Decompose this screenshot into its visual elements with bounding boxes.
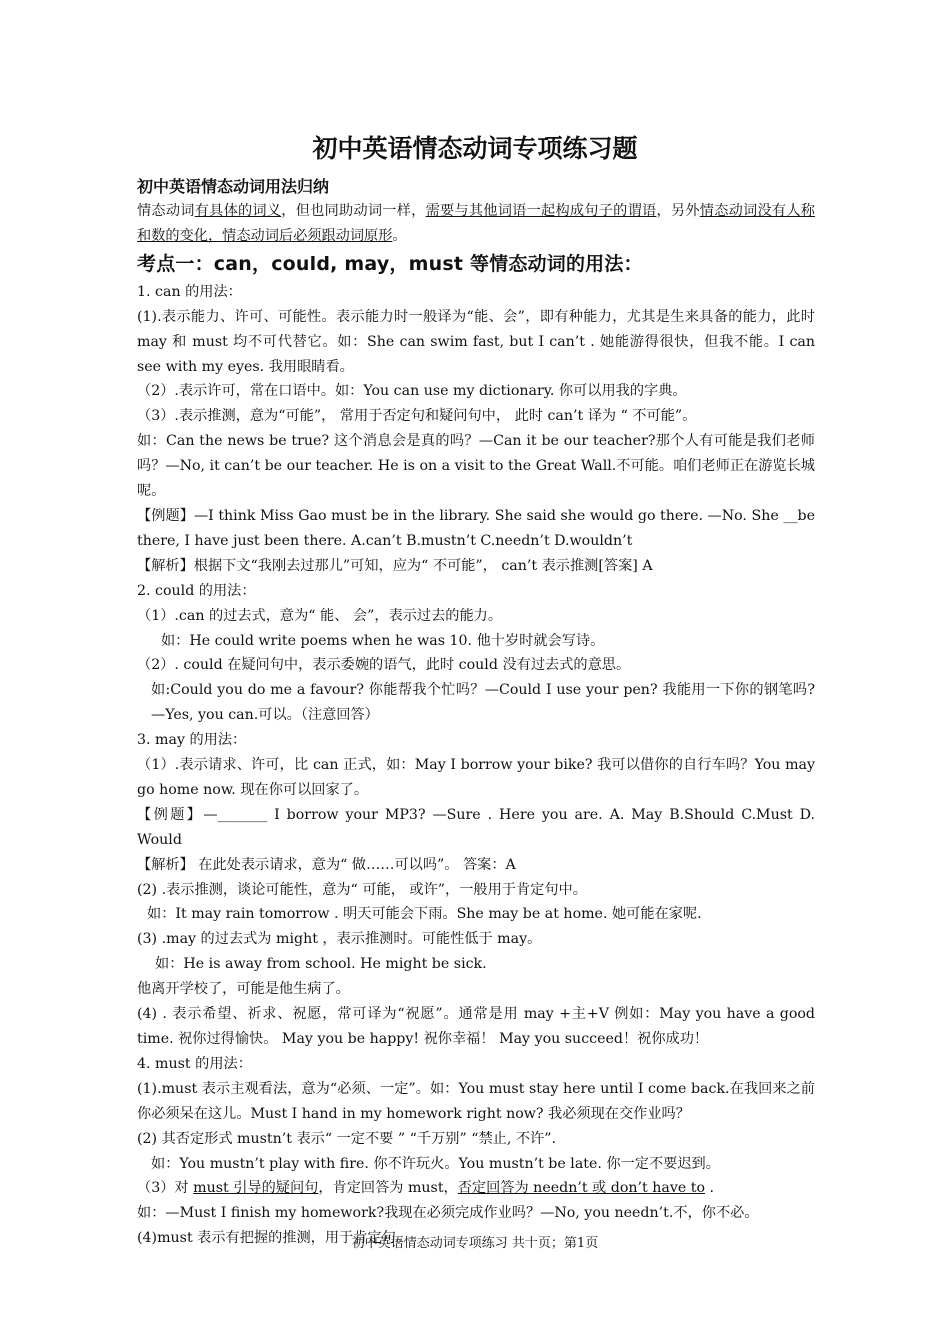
section-heading: 考点一：can，could, may，must 等情态动词的用法： (137, 252, 643, 275)
may-usage-1: （1）.表示请求、许可，比 can 正式，如：May I borrow your bike? 我可以借你的自行车吗？You may go home now. 现在你可以回家了。 (137, 757, 815, 798)
must-usage-2: (2) 其否定形式 mustn’t 表示“ 一定不要 ” “千万别” “禁止, 不许”. (137, 1130, 557, 1147)
can-heading: 1. can 的用法： (137, 283, 242, 300)
could-usage-2: （2）. could 在疑问句中，表示委婉的语气，此时 could 没有过去式的意思。 (137, 657, 631, 674)
can-usage-3: （3）.表示推测，意为“可能”， 常用于否定句和疑问句中， 此时 can’t 译为 “ 不可能”。 (137, 408, 697, 425)
document-body (137, 199, 815, 1251)
must-usage-3 (137, 1176, 815, 1201)
may-heading: 3. may 的用法： (137, 732, 247, 749)
intro-underlined-text: 情态动词没有人称和数的变化，情态动词后必须跟动词原形 (137, 203, 815, 244)
must-heading: 4. must 的用法： (137, 1055, 252, 1072)
may-example-question: 【例题】—_______ I borrow your MP3? —Sure . Here you are. A. May B.Should C.Must D. Would (137, 806, 815, 848)
may-example-2: 如：It may rain tomorrow . 明天可能会下雨。She may be at home. 她可能在家呢. (147, 906, 702, 923)
may-example-analysis: 【解析】 在此处表示请求，意为“ 做……可以吗”。 答案：A (137, 856, 516, 873)
can-usage-examples: 如：Can the news be true? 这个消息会是真的吗？—Can it be our teacher?那个人有可能是我们老师吗？—No, it can’t be our teacher. He is on a visit to the Great Wall.不可能。咱们老师正在游览长城呢。 (137, 433, 815, 500)
intro-text: ，但也同助动词一样， (281, 203, 426, 219)
can-example-analysis: 【解析】根据下文“我刚去过那儿”可知，应为“ 不可能”， can’t 表示推测[答案] A (137, 557, 653, 574)
must-usage-3-text: （3）对 (137, 1180, 194, 1197)
must-usage-3-underlined: 否定回答为 needn’t 或 don’t have to (457, 1180, 705, 1197)
can-example-question: 【例题】—I think Miss Gao must be in the library. She said she would go there. —No. She __be there, I have just been there. A.can’t B.mustn’t C.needn’t D.wouldn’t (137, 507, 815, 549)
may-example-3: 如：He is away from school. He might be sick. (155, 956, 487, 973)
may-usage-2: (2) .表示推测，谈论可能性，意为“ 可能， 或许”，一般用于肯定句中。 (137, 881, 587, 898)
must-example-2: 如：You mustn’t play with fire. 你不许玩火。You mustn’t be late. 你一定不要迟到。 (151, 1155, 720, 1172)
intro-text: 。 (392, 227, 407, 244)
page-title: 初中英语情态动词专项练习题 (312, 134, 638, 163)
may-usage-4: (4) . 表示希望、祈求、祝愿，常可译为“祝愿”。通常是用 may +主+V 例如：May you have a good time. 祝你过得愉快。 May you be happy! 祝你幸福！ May you succeed！祝你成功！ (137, 1006, 815, 1047)
intro-underlined-text: 需要与其他词语一起构成句子的谓语 (425, 203, 657, 219)
may-example-3-translation: 他离开学校了，可能是他生病了。 (137, 981, 350, 998)
could-example-2: 如:Could you do me a favour? 你能帮我个忙吗？—Could I use your pen? 我能用一下你的钢笔吗? —Yes, you can.可以。（注意回答） (151, 682, 815, 724)
may-usage-3: (3) .may 的过去式为 might ，表示推测时。可能性低于 may。 (137, 931, 542, 948)
page-footer: 初中英语情态动词专项练习 共十页；第1页 (351, 1236, 599, 1251)
must-example-3: 如：—Must I finish my homework?我现在必须完成作业吗？—No, you needn’t.不，你不必。 (137, 1205, 759, 1222)
can-usage-1: (1).表示能力、许可、可能性。表示能力时一般译为“能、会”，即有种能力，尤其是生来具备的能力，此时 may 和 must 均不可代替它。如：She can swim fast, but I can’t . 她能游得很快，但我不能。I can see with my eyes. 我用眼睛看。 (137, 308, 815, 375)
must-usage-3-underlined: must 引导的疑问句 (193, 1180, 319, 1197)
intro-text: 情态动词 (137, 203, 195, 219)
section-subtitle: 初中英语情态动词用法归纳 (137, 177, 330, 196)
intro-paragraph (137, 199, 815, 249)
could-usage-1: （1）.can 的过去式，意为“ 能、 会”，表示过去的能力。 (137, 607, 503, 624)
must-usage-4: (4)must 表示有把握的推测，用于肯定句。 (137, 1230, 410, 1247)
could-example-1: 如：He could write poems when he was 10. 他十岁时就会写诗。 (161, 632, 605, 649)
intro-text: ，另外 (656, 203, 700, 219)
can-usage-2: （2）.表示许可，常在口语中。如：You can use my dictionary. 你可以用我的字典。 (137, 383, 687, 400)
must-usage-1: (1).must 表示主观看法，意为“必须、一定”。如：You must stay here until I come back.在我回来之前你必须呆在这儿。Must I hand in my homework right now? 我必须现在交作业吗？ (137, 1080, 815, 1122)
must-usage-3-text: ，肯定回答为 must， (318, 1180, 458, 1197)
could-heading: 2. could 的用法： (137, 582, 256, 599)
intro-underlined-text: 有具体的词义 (194, 203, 282, 219)
must-usage-3-text: . (705, 1180, 715, 1197)
